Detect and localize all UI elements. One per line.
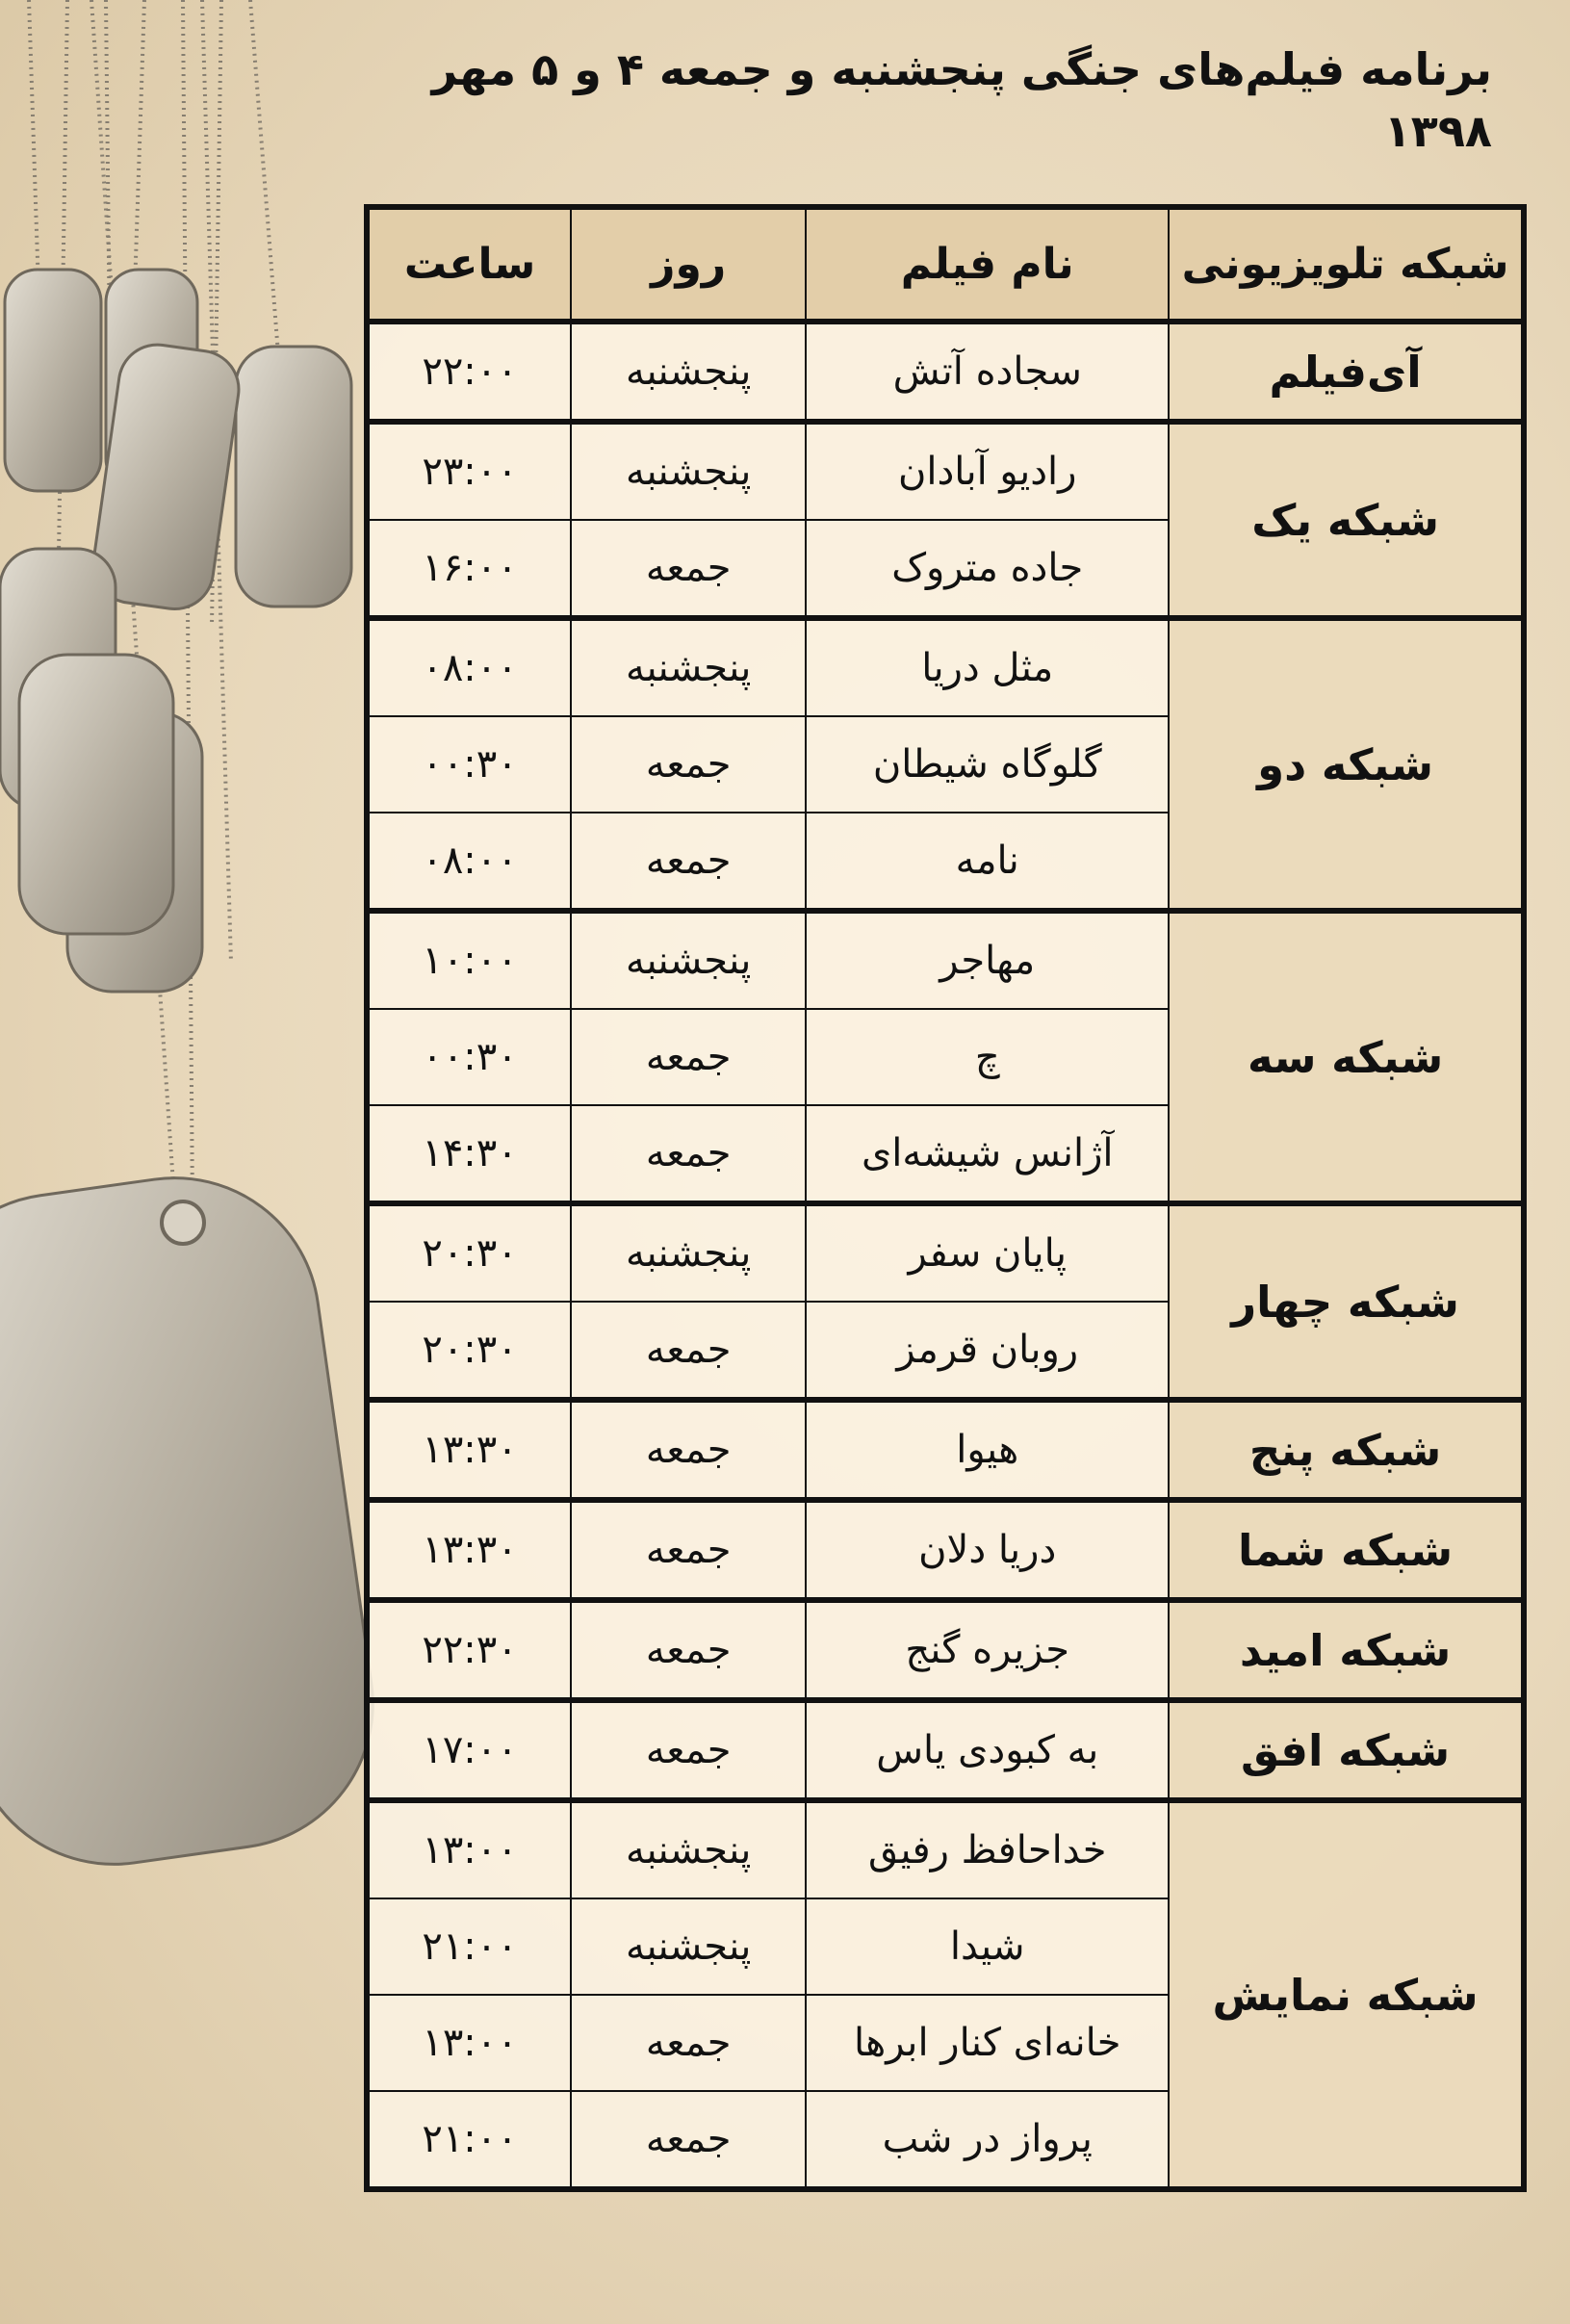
header-time: ساعت [367,207,571,322]
film-name: دریا دلان [806,1500,1169,1600]
table-row [367,618,1524,716]
time-cell: ۱۳:۳۰ [367,1400,571,1500]
time-cell: ۰۰:۳۰ [367,1009,571,1105]
film-name: جزیره گنج [806,1600,1169,1700]
day-cell: جمعه [571,2091,806,2189]
film-name: پرواز در شب [806,2091,1169,2189]
table-row [367,911,1524,1009]
table-row [367,422,1524,520]
network-name: شبکه افق [1169,1700,1524,1800]
day-cell: جمعه [571,813,806,911]
film-name: مهاجر [806,911,1169,1009]
network-name: شبکه پنج [1169,1400,1524,1500]
schedule-table-container [364,204,1527,2192]
film-name: جاده متروک [806,520,1169,618]
time-cell: ۰۸:۰۰ [367,618,571,716]
schedule-body [367,322,1524,2189]
network-name: شبکه چهار [1169,1203,1524,1400]
film-name: آژانس شیشه‌ای [806,1105,1169,1203]
header-film: نام فیلم [806,207,1169,322]
time-cell: ۲۲:۳۰ [367,1600,571,1700]
film-name: چ [806,1009,1169,1105]
day-cell: جمعه [571,1700,806,1800]
day-cell: جمعه [571,1400,806,1500]
film-name: پایان سفر [806,1203,1169,1302]
time-cell: ۱۰:۰۰ [367,911,571,1009]
day-cell: پنجشنبه [571,1800,806,1898]
day-cell: پنجشنبه [571,911,806,1009]
day-cell: جمعه [571,1105,806,1203]
film-name: شیدا [806,1898,1169,1995]
time-cell: ۱۳:۳۰ [367,1500,571,1600]
film-name: سجاده آتش [806,322,1169,422]
dog-tags-decoration [0,0,404,1877]
table-header-row [367,207,1524,322]
day-cell: جمعه [571,716,806,813]
time-cell: ۱۶:۰۰ [367,520,571,618]
time-cell: ۲۰:۳۰ [367,1203,571,1302]
table-row [367,1203,1524,1302]
film-name: به کبودی یاس [806,1700,1169,1800]
film-name: مثل دریا [806,618,1169,716]
day-cell: پنجشنبه [571,422,806,520]
day-cell: جمعه [571,1302,806,1400]
day-cell: جمعه [571,1009,806,1105]
film-name: خداحافظ رفیق [806,1800,1169,1898]
day-cell: پنجشنبه [571,1203,806,1302]
table-row [367,1400,1524,1500]
network-name: شبکه امید [1169,1600,1524,1700]
network-name: آی‌فیلم [1169,322,1524,422]
day-cell: پنجشنبه [571,1898,806,1995]
day-cell: جمعه [571,1500,806,1600]
time-cell: ۲۱:۰۰ [367,2091,571,2189]
day-cell: پنجشنبه [571,618,806,716]
schedule-table [364,204,1527,2192]
time-cell: ۲۱:۰۰ [367,1898,571,1995]
day-cell: پنجشنبه [571,322,806,422]
film-name: خانه‌ای کنار ابرها [806,1995,1169,2091]
table-row [367,1800,1524,1898]
header-day: روز [571,207,806,322]
time-cell: ۱۷:۰۰ [367,1700,571,1800]
time-cell: ۱۳:۰۰ [367,1800,571,1898]
network-name: شبکه سه [1169,911,1524,1203]
time-cell: ۱۳:۰۰ [367,1995,571,2091]
table-row [367,1500,1524,1600]
time-cell: ۲۰:۳۰ [367,1302,571,1400]
time-cell: ۰۸:۰۰ [367,813,571,911]
film-name: نامه [806,813,1169,911]
film-name: گلوگاه شیطان [806,716,1169,813]
page-title: برنامه فیلم‌های جنگی پنجشنبه و جمعه ۴ و ۵ مهر ۱۳۹۸ [431,43,1492,158]
header-network: شبکه تلویزیونی [1169,207,1524,322]
time-cell: ۲۳:۰۰ [367,422,571,520]
film-name: رادیو آبادان [806,422,1169,520]
film-name: روبان قرمز [806,1302,1169,1400]
table-row [367,1600,1524,1700]
network-name: شبکه شما [1169,1500,1524,1600]
table-row [367,1700,1524,1800]
day-cell: جمعه [571,520,806,618]
network-name: شبکه یک [1169,422,1524,618]
day-cell: جمعه [571,1995,806,2091]
film-name: هیوا [806,1400,1169,1500]
time-cell: ۱۴:۳۰ [367,1105,571,1203]
time-cell: ۰۰:۳۰ [367,716,571,813]
day-cell: جمعه [571,1600,806,1700]
network-name: شبکه دو [1169,618,1524,911]
table-row [367,322,1524,422]
network-name: شبکه نمایش [1169,1800,1524,2189]
time-cell: ۲۲:۰۰ [367,322,571,422]
